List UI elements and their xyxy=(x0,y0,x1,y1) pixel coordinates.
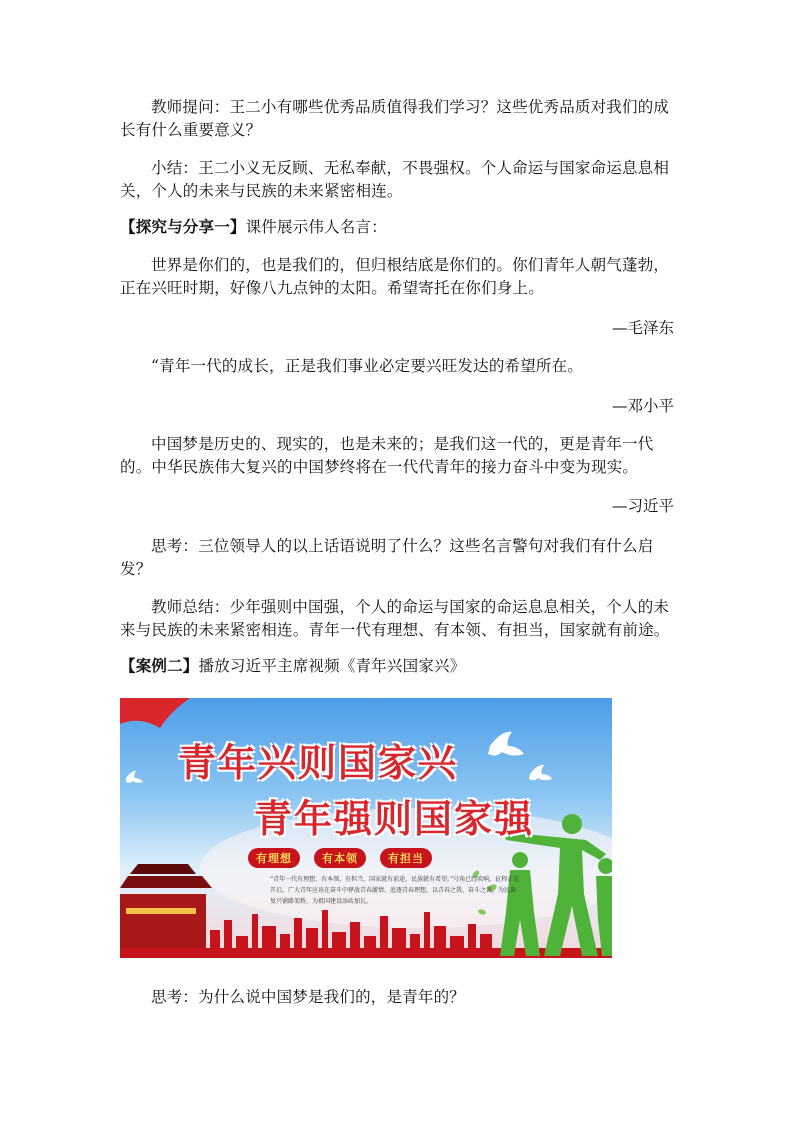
summary-text: 小结：王二小义无反顾、无私奉献，不畏强权。个人命运与国家命运息息相关，个人的未来与民族的未来紧密相连。 xyxy=(120,159,670,200)
poster-tag-ideals: 有理想 xyxy=(248,848,300,868)
xi-quote: 中国梦是历史的、现实的，也是未来的；是我们这一代的，更是青年一代的。中华民族伟大复兴的中国梦终将在一代代青年的接力奋斗中变为现实。 xyxy=(120,435,654,476)
teacher-question-paragraph: 教师提问：王二小有哪些优秀品质值得我们学习？这些优秀品质对我们的成长有什么重要意义？ xyxy=(120,98,670,139)
case-two-label: 【案例二】 xyxy=(120,657,199,675)
dove-icon-3 xyxy=(126,771,143,783)
case-two-heading xyxy=(120,655,674,678)
poster-title-line1: 青年兴则国家兴 xyxy=(178,741,459,785)
poster-tag-responsibility: 有担当 xyxy=(380,848,432,868)
explore-share-heading xyxy=(120,216,674,239)
teacher-conclusion: 教师总结：少年强则中国强，个人的命运与国家的命运息息相关，个人的未来与民族的未来紧密相连。青年一代有理想、有本领、有担当，国家就有前途。 xyxy=(120,598,670,639)
youth-poster-image xyxy=(120,698,612,958)
explore-share-label: 【探究与分享一】 xyxy=(120,218,246,236)
think-question-2: 思考：为什么说中国梦是我们的，是青年的？ xyxy=(151,988,466,1006)
case-two-text: 播放习近平主席视频《青年兴国家兴》 xyxy=(198,657,466,675)
deng-quote: “青年一代的成长，正是我们事业必定要兴旺发达的希望所在。 xyxy=(151,357,584,375)
poster-title-line2: 青年强则国家强 xyxy=(254,797,535,841)
poster-tag-ability: 有本领 xyxy=(314,848,366,868)
dove-icon-2 xyxy=(529,765,552,780)
red-flag-icon xyxy=(120,698,190,728)
think-question-1: 思考：三位领导人的以上话语说明了什么？这些名言警句对我们有什么启发？ xyxy=(120,537,654,578)
poster-tags xyxy=(248,848,432,868)
explore-share-text: 课件展示伟人名言： xyxy=(245,218,387,236)
dove-icon xyxy=(488,732,524,756)
deng-signature: —邓小平 xyxy=(611,397,674,415)
mao-quote: 世界是你们的，也是我们的，但归根结底是你们的。你们青年人朝气蓬勃，正在兴旺时期，好像八九点钟的太阳。希望寄托在你们身上。 xyxy=(120,256,670,297)
mao-signature: —毛泽东 xyxy=(611,319,674,337)
xi-signature: —习近平 xyxy=(611,497,674,515)
poster-description: “青年一代有理想、有本领、有担当，国家就有前途，民族就有希望。”号角已经吹响，征程正在开启。广大青年应该在奋斗中释放青春激情、追逐青春理想，以青春之我、奋斗之我，为民族复兴铺路架桥，为祖国建设添砖加瓦。 xyxy=(270,876,520,905)
